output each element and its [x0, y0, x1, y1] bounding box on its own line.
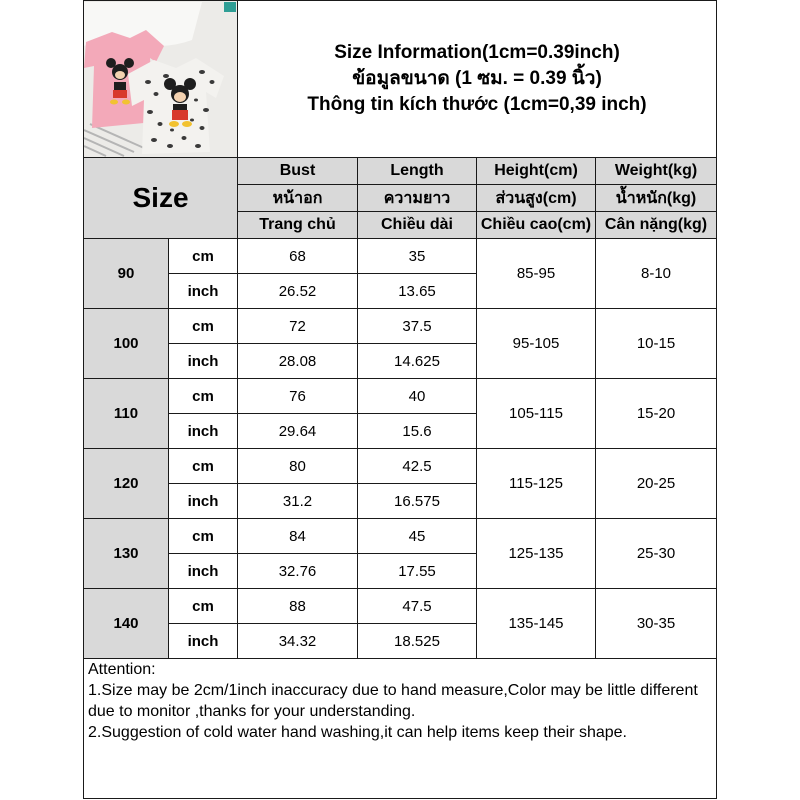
length-value-inch: 14.625	[358, 344, 477, 379]
height-range: 85-95	[477, 239, 596, 309]
length-value-inch: 17.55	[358, 554, 477, 589]
unit-label-cm: cm	[169, 519, 238, 554]
size-info-header	[238, 1, 717, 158]
size-label: 120	[84, 449, 169, 519]
weight-range: 15-20	[596, 379, 717, 449]
length-value-cm: 45	[358, 519, 477, 554]
size-label: 130	[84, 519, 169, 589]
attention-note-2: 2.Suggestion of cold water hand washing,it can help items keep their shape.	[88, 724, 627, 741]
bust-value-inch: 32.76	[238, 554, 358, 589]
unit-label-inch: inch	[169, 414, 238, 449]
length-value-cm: 42.5	[358, 449, 477, 484]
unit-label-cm: cm	[169, 309, 238, 344]
weight-range: 8-10	[596, 239, 717, 309]
size-label: 110	[84, 379, 169, 449]
unit-label-inch: inch	[169, 554, 238, 589]
bust-value-cm: 68	[238, 239, 358, 274]
table-row	[84, 519, 717, 554]
height-range: 135-145	[477, 589, 596, 659]
column-header-weight-th: น้ำหนัก(kg)	[596, 185, 717, 212]
weight-range: 10-15	[596, 309, 717, 379]
height-range: 95-105	[477, 309, 596, 379]
size-label: 90	[84, 239, 169, 309]
attention-heading: Attention:	[88, 661, 156, 678]
column-header-bust-vi: Trang chủ	[238, 212, 358, 239]
unit-label-inch: inch	[169, 274, 238, 309]
bust-value-inch: 26.52	[238, 274, 358, 309]
length-value-inch: 18.525	[358, 624, 477, 659]
weight-range: 20-25	[596, 449, 717, 519]
bust-value-cm: 84	[238, 519, 358, 554]
length-value-cm: 40	[358, 379, 477, 414]
bust-value-inch: 28.08	[238, 344, 358, 379]
unit-label-inch: inch	[169, 344, 238, 379]
size-chart-table	[83, 0, 717, 799]
size-label: 140	[84, 589, 169, 659]
column-header-length-vi: Chiều dài	[358, 212, 477, 239]
bust-value-cm: 88	[238, 589, 358, 624]
unit-label-cm: cm	[169, 589, 238, 624]
bust-value-cm: 72	[238, 309, 358, 344]
bust-value-inch: 29.64	[238, 414, 358, 449]
table-row	[84, 309, 717, 344]
unit-label-cm: cm	[169, 379, 238, 414]
column-header-height-vi: Chiều cao(cm)	[477, 212, 596, 239]
teal-corner	[224, 2, 236, 12]
table-row	[84, 589, 717, 624]
unit-label-inch: inch	[169, 624, 238, 659]
table-row	[84, 379, 717, 414]
weight-range: 30-35	[596, 589, 717, 659]
length-value-cm: 47.5	[358, 589, 477, 624]
column-header-height-th: ส่วนสูง(cm)	[477, 185, 596, 212]
column-header-length-th: ความยาว	[358, 185, 477, 212]
bust-value-inch: 31.2	[238, 484, 358, 519]
bust-value-cm: 76	[238, 379, 358, 414]
unit-label-cm: cm	[169, 239, 238, 274]
size-column-header: Size	[84, 158, 238, 239]
column-header-bust-en: Bust	[238, 158, 358, 185]
unit-label-cm: cm	[169, 449, 238, 484]
bust-value-inch: 34.32	[238, 624, 358, 659]
height-range: 105-115	[477, 379, 596, 449]
height-range: 115-125	[477, 449, 596, 519]
column-header-weight-en: Weight(kg)	[596, 158, 717, 185]
column-header-weight-vi: Cân nặng(kg)	[596, 212, 717, 239]
attention-notes	[84, 659, 717, 799]
column-header-bust-th: หน้าอก	[238, 185, 358, 212]
length-value-inch: 13.65	[358, 274, 477, 309]
attention-note-1: 1.Size may be 2cm/1inch inaccuracy due to hand measure,Color may be little different due to monitor ,thanks for your understanding.	[88, 682, 698, 720]
column-header-height-en: Height(cm)	[477, 158, 596, 185]
product-photo-image	[84, 2, 236, 157]
size-info-title-vi: Thông tin kích thước (1cm=0,39 inch)	[307, 94, 647, 115]
size-label: 100	[84, 309, 169, 379]
height-range: 125-135	[477, 519, 596, 589]
bust-value-cm: 80	[238, 449, 358, 484]
length-value-inch: 15.6	[358, 414, 477, 449]
length-value-cm: 37.5	[358, 309, 477, 344]
size-info-title-en: Size Information(1cm=0.39inch)	[334, 42, 620, 63]
product-photo	[84, 1, 238, 158]
table-row	[84, 239, 717, 274]
size-info-title-th: ข้อมูลขนาด (1 ซม. = 0.39 นิ้ว)	[352, 68, 602, 89]
length-value-cm: 35	[358, 239, 477, 274]
table-row	[84, 449, 717, 484]
unit-label-inch: inch	[169, 484, 238, 519]
weight-range: 25-30	[596, 519, 717, 589]
length-value-inch: 16.575	[358, 484, 477, 519]
column-header-length-en: Length	[358, 158, 477, 185]
